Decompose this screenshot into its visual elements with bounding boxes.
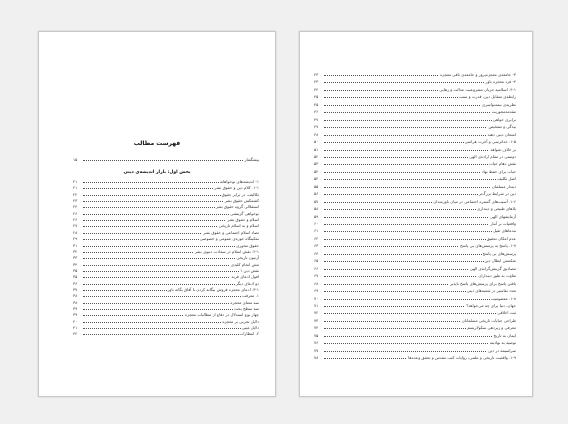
toc-entry[interactable] [314,296,516,302]
toc-entry[interactable] [314,348,516,354]
toc-entry-page: ۲۲ [73,191,78,197]
toc-entry[interactable] [73,281,259,287]
toc-entry-label: دین در شرایط بزرگ‌تر [478,191,516,197]
toc-entry-label: افول ادعای فربه [231,274,259,280]
toc-entry[interactable] [314,340,516,346]
leader-dots [83,160,259,161]
toc-entry[interactable] [314,325,516,331]
toc-entry[interactable] [314,355,516,361]
toc-entry[interactable] [73,268,259,274]
toc-entry-page: ۲۱ [73,185,78,191]
toc-entry-label: دلایل غیبی [241,325,259,331]
toc-entry[interactable] [73,300,259,306]
leader-dots [324,343,516,344]
toc-entry-label: چهار نوع استدلال در دفاع از مطالبات معجزه [185,312,259,318]
toc-entry-page: ۶۱ [314,228,319,234]
toc-entry-page: ۴۳ [314,79,319,85]
toc-entry-label: نوخواهی گزینشی [230,210,259,216]
leader-dots [83,296,259,297]
toc-entry[interactable] [73,306,259,312]
toc-entry-label: پرسش‌های بی پاسخ [482,250,516,256]
leader-dots [324,179,516,180]
toc-entry-label: ثبت اخلاقی [497,310,516,316]
toc-entry-page: ۳۸ [73,299,78,305]
toc-entry-page: ۴۸ [314,131,319,137]
toc-entry-page: ۴۰ [73,318,78,324]
toc-entry-label: ۴-۱. اسلامیه جزیان مشروعیت عدالت و رهایی [439,86,516,92]
toc-entry[interactable] [73,274,259,280]
toc-entry-label: جهان، دنیا برای چه می‌خواهد؟ [466,302,516,308]
toc-entry[interactable] [314,236,516,242]
toc-entry-label: ۱-۷. پاسخ به پرسش‌های بی پاسخ [460,243,516,249]
toc-entry-page: ۷۰ [314,295,319,301]
toc-entry[interactable] [314,191,516,197]
toc-entry[interactable] [73,204,259,210]
toc-entry-label: تفاوت به طور دینداران [478,273,516,279]
toc-entry-page: ۷۸ [314,355,319,361]
toc-entry-page: ۴۳ [314,72,319,77]
toc-entry[interactable] [314,206,516,212]
toc-entry-page: ۳۳ [73,255,78,261]
toc-entry[interactable] [314,288,516,294]
toc-entry[interactable] [73,230,259,236]
toc-entry-label: یافتن پاسخ برای پرسش‌های پاسخ ناپذیر [449,280,516,286]
toc-entry[interactable] [314,147,516,153]
toc-entry-label: تکالیف، در برابر حقوق [221,191,259,197]
toc-entry-label: نقش دین ۱ [240,267,259,273]
toc-entry[interactable] [314,228,516,234]
toc-entry[interactable] [73,211,259,217]
toc-entry-label: تضاد اسلام اجتماعی و حقوق بشر [203,229,259,235]
toc-entry[interactable] [314,72,516,78]
toc-entry[interactable] [73,293,259,299]
toc-entry-page: ۲۳ [73,198,78,204]
toc-entry[interactable] [314,102,516,108]
toc-entry-label: اسلام و به اسلام تاریخی [218,223,259,229]
toc-entry-page: ۵۱ [314,146,319,152]
toc-entry[interactable] [314,303,516,309]
toc-entry-page: ۶۸ [314,280,319,286]
leader-dots [83,334,259,335]
toc-entry-label: ۲-۱. نقش اسلام در سعادت دنیوی بشر [194,248,259,254]
toc-entry[interactable] [73,217,259,223]
toc-entry-page: ۶۹ [314,288,319,294]
toc-entry-page: ۵۴ [314,176,319,182]
toc-entry-page: ۶۵ [314,258,319,264]
toc-entry[interactable] [314,79,516,85]
toc-entry-page: ۴۴ [314,86,319,92]
toc-entry-label: برابری خواهی [492,116,516,122]
toc-entry-page: ۵۰ [314,139,319,145]
toc-entry[interactable] [314,281,516,287]
toc-entry[interactable] [73,287,259,293]
toc-entry-page: ۴۶ [314,109,319,115]
toc-entry-label: ۱-۵. خداترسی و آخرت هراسی [464,139,516,145]
toc-entry-label: نظریه‌ی نیمه‌نواسری [481,101,516,107]
toc-entry-label: مدعاهای ثقیل [493,228,516,234]
toc-entry-label: اصل تکلیف [497,176,516,182]
toc-entry-page: ۲۶ [73,210,78,216]
toc-entry[interactable] [73,198,259,204]
toc-entry[interactable] [314,318,516,324]
toc-entry-page: ۴۷ [314,124,319,130]
toc-entry-page: ۵۷ [314,198,319,204]
toc-entry-page: ۳۷ [73,286,78,292]
toc-entry-page: ۳۸ [73,293,78,299]
toc-entry[interactable] [73,223,259,229]
toc-entry-label: شکستن ابطال دین [484,258,516,264]
toc-entry-page: ۶۶ [314,265,319,271]
toc-entry-label: عدم امکان تحقیق [486,235,516,241]
toc-entry[interactable] [314,139,516,145]
toc-entry[interactable] [73,243,259,249]
toc-intro-label: پیشگفتار [244,157,259,162]
toc-entry[interactable] [314,310,516,316]
toc-entry[interactable] [73,312,259,318]
toc-entry[interactable] [73,179,259,185]
toc-entry[interactable] [314,87,516,93]
toc-entry-page: ۵۲ [314,153,319,159]
toc-entry-page: ۴۵ [314,94,319,100]
toc-entry-label: تعدد تفاسیر در شعبه‌های دینی [466,288,516,294]
toc-entry[interactable] [314,273,516,279]
toc-entry-page: ۵۵ [314,183,319,189]
toc-entry-label: معرفی و زیردهی سکولاریسم [467,325,516,331]
leader-dots [324,217,516,218]
toc-entry-page: ۵۸ [314,206,319,212]
leader-dots [324,299,516,300]
toc-entry-page: ۴۲ [73,331,78,337]
toc-entry-page: ۳۴ [73,261,78,267]
leader-dots [324,231,516,232]
toc-entry-label: اسلام و حقوق بشر [227,217,259,223]
toc-entry[interactable] [73,319,259,325]
leader-dots [324,187,516,188]
toc-entry[interactable] [314,221,516,227]
toc-entry[interactable] [314,154,516,160]
toc-entry-label: مصادیق گزینش‌گرانه‌ی الهی [469,265,516,271]
toc-entry-label: ۲. انتظارات [239,331,259,337]
toc-entry[interactable] [73,325,259,331]
toc-entry-page: ۴۷ [314,116,319,122]
toc-entry-label: ۱-۶. آسیب‌های گستره اجتماعی در میان باورمندان [433,198,516,204]
toc-entry[interactable] [73,255,259,261]
toc-entry[interactable] [314,258,516,264]
toc-entry-label: ۱- اندیشه‌های نوخواهانه [219,179,259,184]
toc-entry-page: ۳۱ [73,242,78,248]
toc-entry-page: ۴۱ [73,325,78,331]
toc-entry-page: ۶۰ [314,221,319,226]
toc-entry-page: ۵۶ [314,191,319,197]
leader-dots [83,258,259,259]
toc-entry[interactable] [314,251,516,257]
toc-entry-page: ۷۶ [314,340,319,346]
toc-entry[interactable] [314,214,516,220]
toc-entry-label: حیات برای حفظ نهاد [481,168,516,174]
toc-entry-page: ۲۱ [73,179,78,184]
toc-entry-label: توصیه به نهادینه [489,340,516,346]
toc-intro-page: ۱۵ [73,157,78,162]
leader-dots [324,336,516,337]
toc-entry-label: دوستی در مقام اراده‌ی الهی [469,153,516,159]
toc-entry-label: ۱-۹. واقعیت تاریخی و علمی، روایات کتب مقدس و تحقق وعده‌ها [408,355,516,361]
toc-entry-label: آزمایشهای الهی [489,213,516,219]
toc-entry-label: نقش دهام حیات [488,161,516,167]
toc-entry-page: ۵۴ [314,168,319,174]
toc-entry-page: ۷۱ [314,302,319,308]
toc-entry-page: ۷۵ [314,332,319,338]
toc-entry-page: ۳۵ [73,267,78,273]
toc-entry[interactable] [314,333,516,339]
toc-entry-page: ۴۵ [314,101,319,107]
toc-entry-label: دو ادعای دیگر [235,280,259,286]
toc-entry-label: سه معنای معجزه [230,299,259,305]
toc-entry-page: ۳۹ [73,306,78,311]
toc-entry-label: طراحی جنایات تاریخی مسلمانان [461,317,516,323]
toc-entry-label: تنش انجام کلیدی [230,261,259,267]
toc-entry-page: ۳۹ [73,312,78,318]
toc-entry[interactable] [314,169,516,175]
toc-entry-page: ۷۴ [314,325,319,331]
leader-dots [324,224,516,225]
toc-entry-label: حقوق محوری [236,242,259,248]
toc-entry[interactable] [314,124,516,130]
toc-entry-page: ۳۵ [73,274,78,280]
toc-entry-label: استقلالی گروه حقوق بشر [215,204,259,210]
toc-entry-page: ۶۳ [314,243,319,249]
toc-entry-label: ۱. معرفت [242,293,259,299]
toc-entry[interactable] [73,236,259,242]
toc-entry-page: ۳۲ [73,248,78,254]
toc-entry[interactable] [314,94,516,100]
toc-entry-label: ۳- جامعه‌ی معجزه‌پرور و جامعه‌ی نافی معجزه [440,72,516,77]
toc-entry-label: ۱-۱. کلام دین و حقوق بشر [214,185,259,191]
toc-entry-label: سه سطح بحث [234,306,259,311]
leader-dots [324,313,516,314]
toc-entry-page: ۲۸ [73,229,78,235]
toc-entry-label: بلاهای طبیعی و دینداری [477,206,516,212]
toc-entry-label: ۴- فرد معجزه باور [485,79,516,85]
right-page [299,31,533,397]
left-page [38,31,276,397]
toc-entry-label: مقدمه‌محوریت [491,109,516,115]
toc-entry-label: کشمکش حقوق بشر [224,198,259,204]
toc-entry[interactable] [314,199,516,205]
toc-entry-page: ۶۷ [314,273,319,279]
toc-entry-label: آزمون تاریخی [236,255,259,261]
toc-entry[interactable] [73,262,259,268]
leader-dots [83,271,259,272]
toc-entry-page: ۲۹ [73,236,78,242]
toc-entry[interactable] [73,331,259,337]
toc-entry-label: ۱-۸. معصومیت [490,295,516,301]
toc-entry-label: امتحان دینی دهند [487,131,516,137]
toc-entry[interactable] [314,109,516,115]
toc-entry-label: دیندار مسلمان [491,183,516,189]
toc-entry-page: ۶۲ [314,235,319,241]
toc-entry[interactable] [73,192,259,198]
leader-dots [83,284,259,285]
toc-entry[interactable] [314,176,516,182]
toc-entry-label: سراسیمه در دین [488,347,516,353]
toc-entry-label: ۳-۱. ادعای معجزه فروش بیگانه کردن با آفاق یگانه باور [167,286,259,292]
toc-entry-label: ایمان به تاریخ [493,332,516,338]
toc-intro-line[interactable] [73,157,259,163]
toc-entry[interactable] [314,266,516,272]
toc-entry-page: ۵۳ [314,161,319,167]
toc-entry[interactable] [314,161,516,167]
toc-entry-label: دلایل تجربی بر معجزه [222,318,259,324]
toc-entry-page: ۷۲ [314,310,319,316]
toc-entry[interactable] [314,132,516,138]
section-title: بخش اول: بازار اندیشه‌ی دینی [123,170,191,175]
toc-title: فهرست مطالب [133,140,181,147]
toc-entry-label: واقعیات بر آنبار [490,221,516,226]
toc-entry[interactable] [314,184,516,190]
toc-entry[interactable] [73,185,259,191]
toc-entry-page: ۷۳ [314,317,319,323]
toc-entry-page: ۲۴ [73,204,78,210]
leader-dots [83,246,259,247]
toc-entry[interactable] [314,117,516,123]
toc-entry-label: بر خلاف شواهد [490,146,516,152]
toc-entry-page: ۵۹ [314,213,319,219]
toc-entry[interactable] [314,243,516,249]
toc-entry-page: ۶۴ [314,250,319,256]
toc-entry-label: تمکینگاه حوزه‌ی عمومی و خصوصی [199,236,259,242]
toc-entry-page: ۷۷ [314,347,319,353]
toc-entry-label: بیدگی و تشخیص [488,124,516,130]
leader-dots [324,112,516,113]
toc-entry-label: رابطه‌ی متقابل دین، قدرت و سنت [458,94,516,100]
toc-entry[interactable] [73,249,259,255]
leader-dots [83,328,259,329]
toc-entry-page: ۲۶ [73,217,78,223]
leader-dots [324,150,516,151]
toc-entry-page: ۳۶ [73,280,78,286]
leader-dots [324,120,516,121]
toc-entry-page: ۲۷ [73,223,78,229]
